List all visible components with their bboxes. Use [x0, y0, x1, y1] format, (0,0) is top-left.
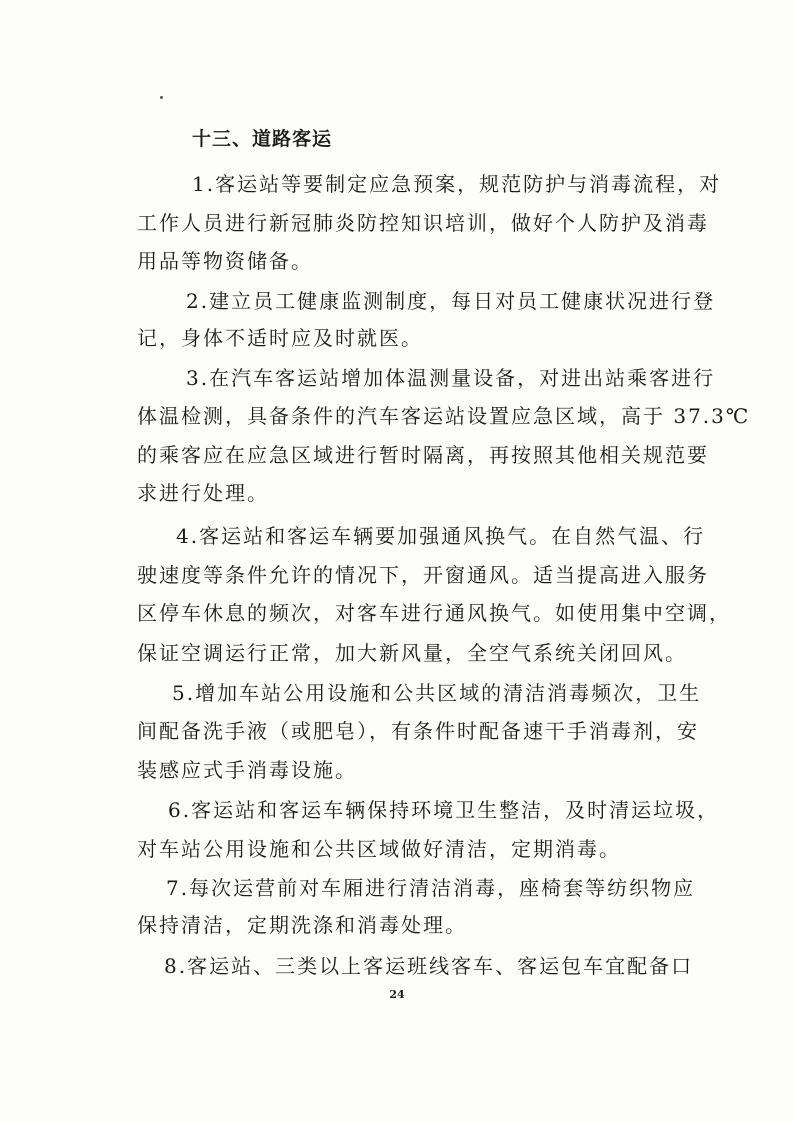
paragraph-line: 2.建立员工健康监测制度，每日对员工健康状况进行登 [186, 289, 716, 313]
paragraph-line: 求进行处理。 [137, 481, 269, 505]
paragraph-line: 体温检测，具备条件的汽车客运站设置应急区域，高于 37.3℃ [137, 404, 751, 428]
paragraph-line: 6.客运站和客运车辆保持环境卫生整洁，及时清运垃圾， [168, 798, 720, 822]
paragraph-line: 间配备洗手液（或肥皂），有条件时配备速干手消毒剂，安 [137, 719, 699, 743]
paragraph-line: 保持清洁，定期洗涤和消毒处理。 [137, 913, 467, 937]
page-number: 24 [389, 988, 405, 1001]
paragraph-line: 7.每次运营前对车厢进行清洁消毒，座椅套等纺织物应 [166, 876, 696, 900]
paragraph-line: 4.客运站和客运车辆要加强通风换气。在自然气温、行 [176, 524, 706, 548]
paragraph-line: 8.客运站、三类以上客运班线客车、客运包车宜配备口 [164, 954, 694, 978]
paragraph-line: 对车站公用设施和公共区域做好清洁，定期消毒。 [137, 837, 621, 861]
scan-speck [160, 96, 163, 99]
paragraph-line: 1.客运站等要制定应急预案，规范防护与消毒流程，对 [192, 172, 722, 196]
paragraph-line: 用品等物资储备。 [137, 249, 313, 273]
paragraph-line: 保证空调运行正常，加大新风量，全空气系统关闭回风。 [137, 641, 687, 665]
paragraph-line: 记，身体不适时应及时就医。 [137, 326, 423, 350]
section-heading: 十三、道路客运 [192, 128, 333, 150]
paragraph-line: 的乘客应在应急区域进行暂时隔离，再按照其他相关规范要 [137, 443, 709, 467]
paragraph-line: 3.在汽车客运站增加体温测量设备，对进出站乘客进行 [186, 366, 716, 390]
paragraph-line: 驶速度等条件允许的情况下，开窗通风。适当提高进入服务 [137, 563, 709, 587]
paragraph-line: 5.增加车站公用设施和公共区域的清洁消毒频次，卫生 [172, 681, 702, 705]
paragraph-line: 区停车休息的频次，对客车进行通风换气。如使用集中空调， [137, 601, 731, 625]
paragraph-line: 装感应式手消毒设施。 [137, 758, 357, 782]
paragraph-line: 工作人员进行新冠肺炎防控知识培训，做好个人防护及消毒 [137, 211, 709, 235]
